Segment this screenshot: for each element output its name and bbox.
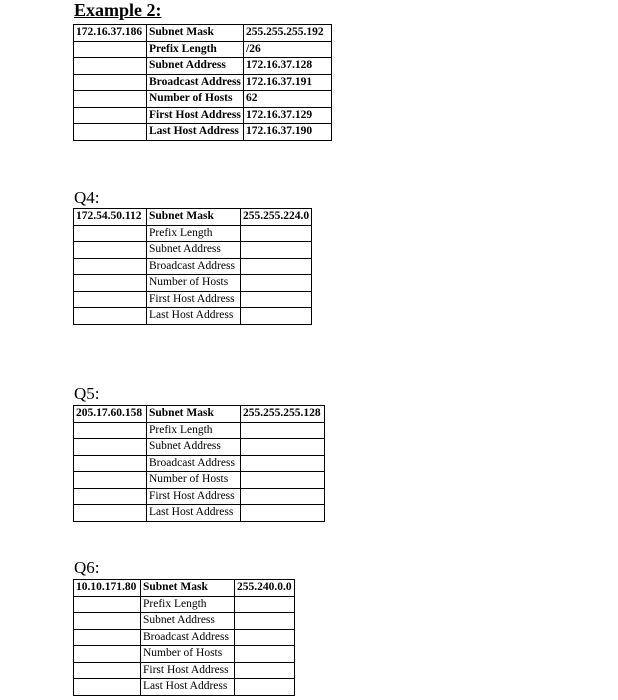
empty-cell <box>74 662 141 679</box>
table-row <box>74 124 332 141</box>
empty-cell <box>74 225 147 242</box>
table-row <box>74 308 312 325</box>
answer-cell <box>241 225 312 242</box>
q4-table <box>73 208 312 325</box>
empty-cell <box>74 472 147 489</box>
ip-address-cell: 172.16.37.186 <box>74 25 147 42</box>
empty-cell <box>74 291 147 308</box>
field-label: Last Host Address <box>147 124 244 141</box>
answer-cell <box>241 308 312 325</box>
empty-cell <box>74 308 147 325</box>
answer-cell <box>241 258 312 275</box>
field-label: Last Host Address <box>147 308 241 325</box>
answer-cell <box>235 596 295 613</box>
table-row <box>74 258 312 275</box>
field-label: Subnet Mask <box>141 580 235 597</box>
empty-cell <box>74 258 147 275</box>
table-row <box>74 505 325 522</box>
field-label: Number of Hosts <box>141 646 235 663</box>
field-value: 172.16.37.129 <box>244 107 332 124</box>
empty-cell <box>74 646 141 663</box>
field-label: Prefix Length <box>147 422 241 439</box>
field-value: 255.255.224.0 <box>241 209 312 226</box>
ip-address-cell: 10.10.171.80 <box>74 580 141 597</box>
table-row <box>74 488 325 505</box>
field-label: First Host Address <box>141 662 235 679</box>
example-table <box>73 24 332 141</box>
table-row <box>74 679 295 696</box>
q4-heading: Q4: <box>74 188 100 207</box>
field-label: First Host Address <box>147 107 244 124</box>
empty-cell <box>74 455 147 472</box>
answer-cell <box>235 646 295 663</box>
table-row <box>74 646 295 663</box>
example-heading: Example 2: <box>74 0 162 20</box>
field-label: Broadcast Address <box>147 258 241 275</box>
table-row <box>74 455 325 472</box>
answer-cell <box>241 422 325 439</box>
empty-cell <box>74 422 147 439</box>
q6-heading: Q6: <box>74 558 100 577</box>
field-label: Broadcast Address <box>147 74 244 91</box>
q5-heading: Q5: <box>74 384 100 403</box>
field-label: Subnet Address <box>147 439 241 456</box>
answer-cell <box>235 679 295 696</box>
answer-cell <box>241 242 312 259</box>
table-row <box>74 596 295 613</box>
answer-cell <box>235 629 295 646</box>
field-label: Subnet Mask <box>147 406 241 423</box>
empty-cell <box>74 124 147 141</box>
empty-cell <box>74 596 141 613</box>
table-row <box>74 58 332 75</box>
empty-cell <box>74 679 141 696</box>
q6-table <box>73 579 295 696</box>
empty-cell <box>74 242 147 259</box>
field-label: Last Host Address <box>147 505 241 522</box>
answer-cell <box>241 472 325 489</box>
table-row <box>74 91 332 108</box>
field-value: 255.240.0.0 <box>235 580 295 597</box>
field-label: Broadcast Address <box>147 455 241 472</box>
answer-cell <box>241 291 312 308</box>
field-label: Broadcast Address <box>141 629 235 646</box>
table-row <box>74 422 325 439</box>
table-row <box>74 580 295 597</box>
field-label: Subnet Mask <box>147 25 244 42</box>
field-label: Subnet Address <box>147 242 241 259</box>
field-label: Subnet Address <box>147 58 244 75</box>
field-label: Number of Hosts <box>147 275 241 292</box>
table-row <box>74 275 312 292</box>
table-row <box>74 439 325 456</box>
table-row <box>74 242 312 259</box>
field-label: Number of Hosts <box>147 91 244 108</box>
table-row <box>74 107 332 124</box>
field-label: Prefix Length <box>147 225 241 242</box>
empty-cell <box>74 505 147 522</box>
empty-cell <box>74 275 147 292</box>
field-value: 62 <box>244 91 332 108</box>
table-row <box>74 209 312 226</box>
field-label: Subnet Mask <box>147 209 241 226</box>
ip-address-cell: 205.17.60.158 <box>74 406 147 423</box>
empty-cell <box>74 613 141 630</box>
table-row <box>74 225 312 242</box>
ip-address-cell: 172.54.50.112 <box>74 209 147 226</box>
field-value: 172.16.37.190 <box>244 124 332 141</box>
field-label: First Host Address <box>147 291 241 308</box>
answer-cell <box>241 488 325 505</box>
table-row <box>74 406 325 423</box>
answer-cell <box>235 662 295 679</box>
empty-cell <box>74 629 141 646</box>
field-label: First Host Address <box>147 488 241 505</box>
answer-cell <box>241 439 325 456</box>
field-value: 172.16.37.191 <box>244 74 332 91</box>
empty-cell <box>74 107 147 124</box>
answer-cell <box>241 505 325 522</box>
field-value: /26 <box>244 41 332 58</box>
field-label: Subnet Address <box>141 613 235 630</box>
answer-cell <box>241 455 325 472</box>
table-row <box>74 291 312 308</box>
field-value: 255.255.255.192 <box>244 25 332 42</box>
table-row <box>74 74 332 91</box>
table-row <box>74 25 332 42</box>
table-row <box>74 41 332 58</box>
field-label: Last Host Address <box>141 679 235 696</box>
empty-cell <box>74 91 147 108</box>
empty-cell <box>74 439 147 456</box>
q5-table <box>73 405 325 522</box>
answer-cell <box>241 275 312 292</box>
empty-cell <box>74 488 147 505</box>
field-value: 255.255.255.128 <box>241 406 325 423</box>
empty-cell <box>74 58 147 75</box>
field-label: Prefix Length <box>147 41 244 58</box>
table-row <box>74 472 325 489</box>
empty-cell <box>74 41 147 58</box>
field-value: 172.16.37.128 <box>244 58 332 75</box>
table-row <box>74 629 295 646</box>
field-label: Number of Hosts <box>147 472 241 489</box>
empty-cell <box>74 74 147 91</box>
table-row <box>74 613 295 630</box>
field-label: Prefix Length <box>141 596 235 613</box>
table-row <box>74 662 295 679</box>
answer-cell <box>235 613 295 630</box>
